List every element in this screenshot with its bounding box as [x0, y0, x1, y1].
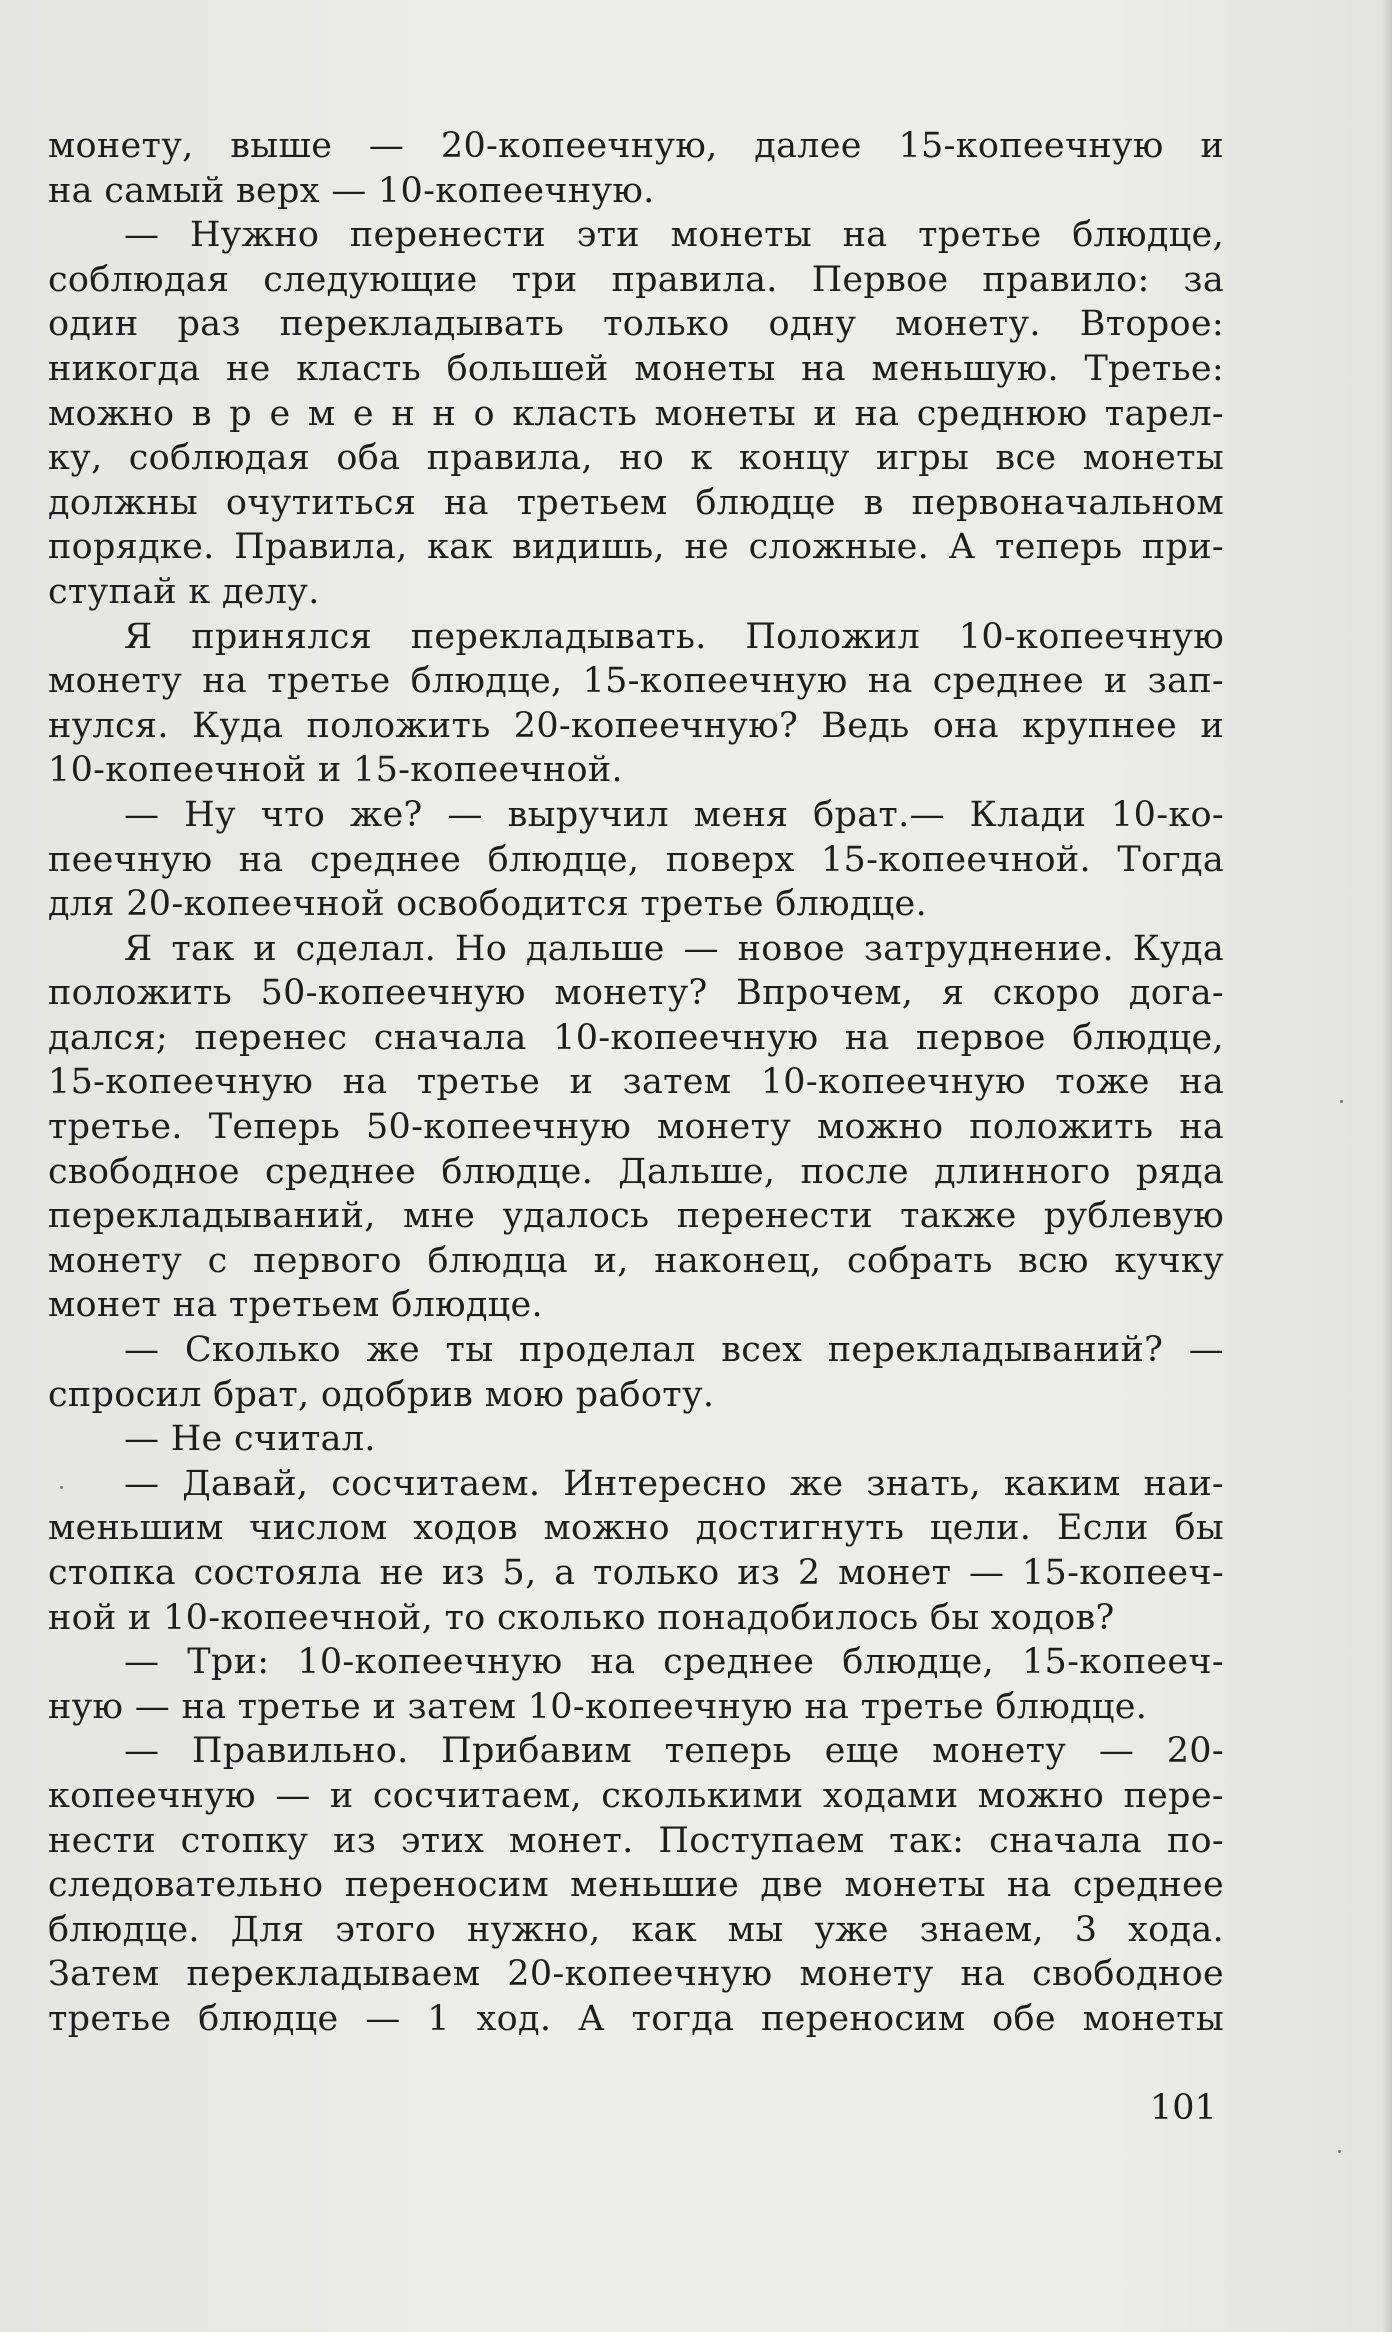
- text-line: монету на третье блюдце, 15-копеечную на среднее и зап-: [48, 661, 1224, 702]
- text-line: перекладываний, мне удалось перенести также рублевую: [48, 1196, 1224, 1237]
- paper-speck: [1340, 1100, 1343, 1103]
- text-line: монет на третьем блюдце.: [48, 1285, 543, 1326]
- text-line: третье. Теперь 50-копеечную монету можно положить на: [48, 1107, 1224, 1148]
- text-line: — Не считал.: [124, 1419, 376, 1460]
- text-line: следовательно переносим меньшие две монеты на среднее: [48, 1865, 1224, 1906]
- text-line: ную — на третье и затем 10-копеечную на третье блюдце.: [48, 1686, 1148, 1727]
- page-number: 101: [1150, 2088, 1217, 2128]
- text-line: ступай к делу.: [48, 571, 320, 612]
- text-line: 15-копеечную на третье и затем 10-копеечную тоже на: [48, 1062, 1224, 1103]
- text-line: Я так и сделал. Но дальше — новое затруднение. Куда: [124, 928, 1224, 969]
- text-line: стопка состояла не из 5, а только из 2 монет — 15-копееч-: [48, 1553, 1224, 1593]
- text-line: свободное среднее блюдце. Дальше, после длинного ряда: [48, 1151, 1224, 1192]
- page-edge-shadow: [1382, 0, 1392, 2332]
- text-line: один раз перекладывать только одну монету. Второе:: [48, 304, 1224, 345]
- text-line: третье блюдце — 1 ход. А тогда переносим обе монеты: [48, 1998, 1224, 2039]
- text-line: Я принялся перекладывать. Положил 10-копеечную: [124, 616, 1224, 657]
- text-line: копеечную — и сосчитаем, сколькими ходами можно пере-: [48, 1775, 1224, 1816]
- text-line: порядке. Правила, как видишь, не сложные. А теперь при-: [48, 527, 1224, 568]
- paper-speck: [60, 1486, 63, 1489]
- text-line: никогда не класть большей монеты на меньшую. Третье:: [48, 348, 1224, 389]
- text-line: пеечную на среднее блюдце, поверх 15-копеечной. Тогда: [48, 839, 1224, 880]
- text-line: можно в р е м е н н о класть монеты и на среднюю тарел-: [48, 393, 1224, 434]
- text-line: ной и 10-копеечной, то сколько понадобилось бы ходов?: [48, 1597, 1115, 1638]
- text-line: — Ну что же? — выручил меня брат.— Клади 10-ко-: [124, 794, 1224, 835]
- text-line: блюдце. Для этого нужно, как мы уже знаем, 3 хода.: [48, 1909, 1224, 1950]
- text-line: дался; перенес сначала 10-копеечную на первое блюдце,: [48, 1017, 1224, 1058]
- text-line: монету, выше — 20-копеечную, далее 15-копеечную и: [48, 126, 1224, 166]
- text-line: нести стопку из этих монет. Поступаем так: сначала по-: [48, 1820, 1224, 1861]
- text-line: для 20-копеечной освободится третье блюдце.: [48, 884, 927, 925]
- body-text: [48, 124, 1224, 2042]
- text-line: — Правильно. Прибавим теперь еще монету — 20-: [124, 1731, 1224, 1772]
- text-line: меньшим числом ходов можно достигнуть цели. Если бы: [48, 1508, 1224, 1549]
- text-line: — Три: 10-копеечную на среднее блюдце, 15-копееч-: [124, 1642, 1224, 1683]
- text-line: спросил брат, одобрив мою работу.: [48, 1374, 715, 1415]
- text-line: — Сколько же ты проделал всех перекладываний? —: [124, 1330, 1224, 1371]
- text-line: ку, соблюдая оба правила, но к концу игры все монеты: [48, 438, 1224, 479]
- paper-speck: [1338, 2150, 1341, 2153]
- text-line: нулся. Куда положить 20-копеечную? Ведь она крупнее и: [48, 705, 1224, 746]
- text-line: соблюдая следующие три правила. Первое правило: за: [48, 259, 1224, 300]
- text-line: монету с первого блюдца и, наконец, собрать всю кучку: [48, 1240, 1224, 1281]
- text-line: — Нужно перенести эти монеты на третье блюдце,: [124, 215, 1224, 256]
- text-line: Затем перекладываем 20-копеечную монету на свободное: [48, 1954, 1224, 1995]
- text-line: на самый верх — 10-копеечную.: [48, 170, 655, 211]
- text-line: положить 50-копеечную монету? Впрочем, я скоро дога-: [48, 973, 1224, 1014]
- text-line: — Давай, сосчитаем. Интересно же знать, каким наи-: [124, 1463, 1224, 1504]
- text-line: должны очутиться на третьем блюдце в первоначальном: [48, 482, 1224, 523]
- text-line: 10-копеечной и 15-копеечной.: [48, 750, 623, 791]
